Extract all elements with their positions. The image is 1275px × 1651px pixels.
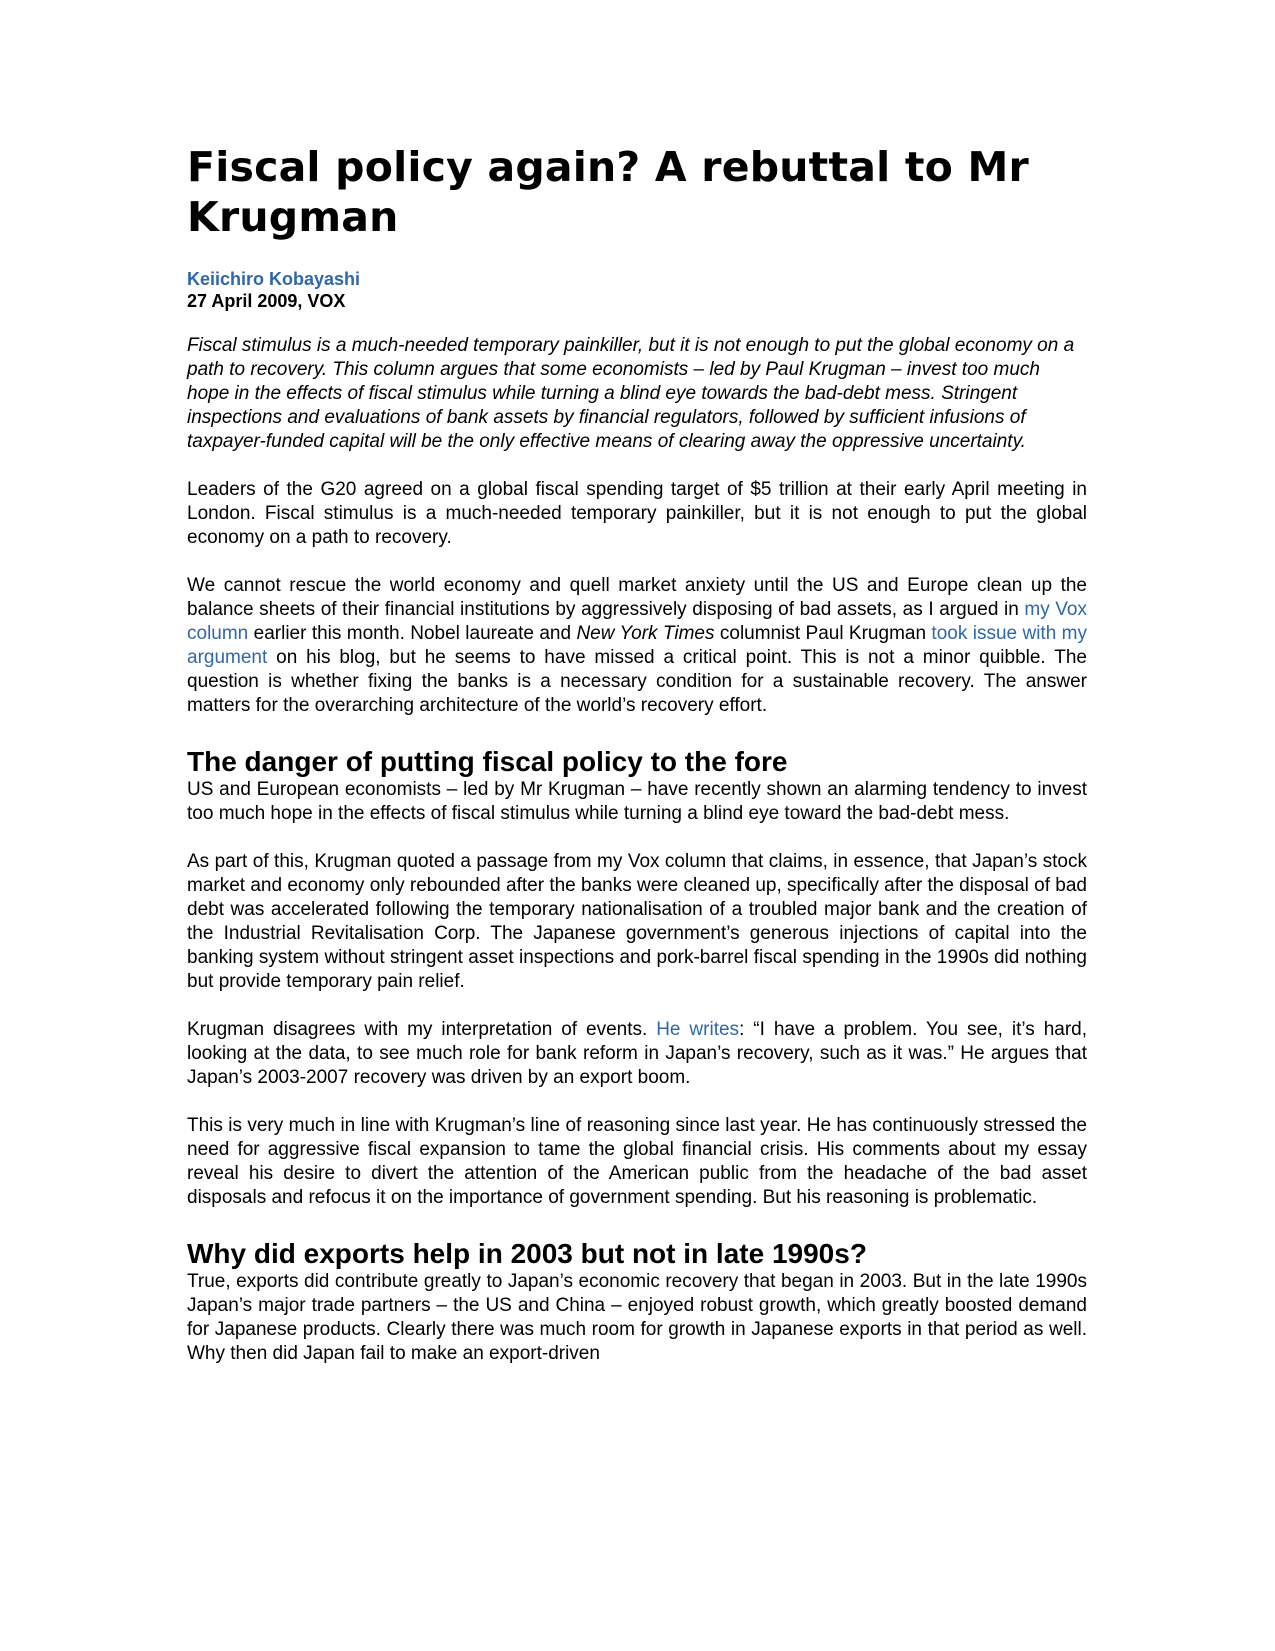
section-heading-2: Why did exports help in 2003 but not in late 1990s?	[187, 1238, 867, 1269]
article-title: Fiscal policy again? A rebuttal to Mr Krugman	[187, 143, 1029, 241]
author-name[interactable]: Keiichiro Kobayashi	[187, 269, 361, 289]
paragraph-4: As part of this, Krugman quoted a passage from my Vox column that claims, in essence, that Japan’s stock market and economy only rebounded after the banks were cleaned up, specifically after the disposal of bad debt was accelerated following the temporary nationalisation of a troubled major bank and the creation of the Industrial Revitalisation Corp. The Japanese government’s generous injections of capital into the banking system without stringent asset inspections and pork-barrel fiscal spending in the 1990s did nothing but provide temporary pain relief.	[187, 851, 1087, 992]
took-issue-link[interactable]: took issue with my argument	[187, 623, 1087, 668]
paragraph-2-text-c: columnist Paul Krugman	[714, 623, 932, 644]
paragraph-5-text-a: Krugman disagrees with my interpretation of events.	[187, 1019, 657, 1040]
date-source: 27 April 2009, VOX	[187, 291, 346, 311]
paragraph-6: This is very much in line with Krugman’s line of reasoning since last year. He has continuously stressed the need for aggressive fiscal expansion to tame the global financial crisis. His comments about my essay reveal his desire to divert the attention of the American public from the headache of the bad asset disposals and refocus it on the importance of government spending. But his reasoning is problematic.	[187, 1115, 1087, 1208]
paragraph-2-text-a: We cannot rescue the world economy and quell market anxiety until the US and Europe clean up the balance sheets of their financial institutions by aggressively disposing of bad assets, as I argued in	[187, 575, 1087, 620]
paragraph-5	[187, 1018, 1087, 1090]
paragraph-2-text-d: on his blog, but he seems to have missed a critical point. This is not a minor quibble. The question is whether fixing the banks is a necessary condition for a sustainable recovery. The answer matters for the overarching architecture of the world’s recovery effort.	[187, 647, 1087, 716]
he-writes-link[interactable]: He writes	[656, 1019, 740, 1040]
nyt-name: New York Times	[576, 623, 715, 644]
section-heading-1: The danger of putting fiscal policy to the fore	[187, 746, 788, 777]
paragraph-5-text-b: : “I have a problem. You see, it’s hard, looking at the data, to see much role for bank reform in Japan’s recovery, such as it was.” He argues that Japan’s 2003-2007 recovery was driven by an export boom.	[187, 1019, 1087, 1088]
paragraph-1: Leaders of the G20 agreed on a global fiscal spending target of $5 trillion at their early April meeting in London. Fiscal stimulus is a much-needed temporary painkiller, but it is not enough to put the global economy on a path to recovery.	[187, 479, 1087, 548]
paragraph-2	[187, 574, 1087, 718]
paragraph-7: True, exports did contribute greatly to Japan’s economic recovery that began in 2003. But in the late 1990s Japan’s major trade partners – the US and China – enjoyed robust growth, which greatly boosted demand for Japanese products. Clearly there was much room for growth in Japanese exports in that period as well. Why then did Japan fail to make an export-driven	[187, 1271, 1087, 1364]
paragraph-3: US and European economists – led by Mr Krugman – have recently shown an alarming tendency to invest too much hope in the effects of fiscal stimulus while turning a blind eye toward the bad-debt mess.	[187, 779, 1087, 824]
article-abstract: Fiscal stimulus is a much-needed temporary painkiller, but it is not enough to put the global economy on a path to recovery. This column argues that some economists – led by Paul Krugman – invest too much hope in the effects of fiscal stimulus while turning a blind eye towards the bad-debt mess. Stringent inspections and evaluations of bank assets by financial regulators, followed by sufficient infusions of taxpayer-funded capital will be the only effective means of clearing away the oppressive uncertainty.	[187, 335, 1075, 452]
my-vox-column-link[interactable]: my Vox column	[187, 599, 1087, 644]
paragraph-2-text-b: earlier this month. Nobel laureate and	[248, 623, 577, 644]
article	[187, 142, 1087, 1366]
